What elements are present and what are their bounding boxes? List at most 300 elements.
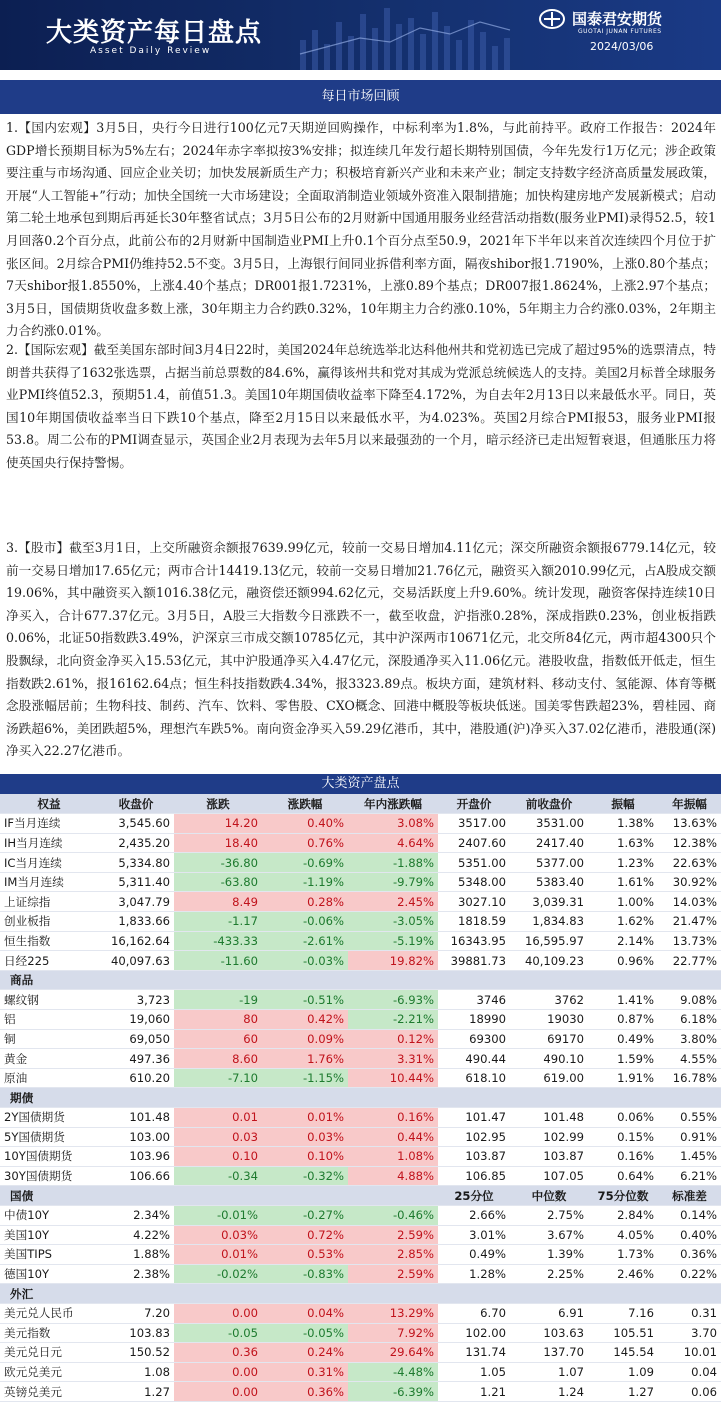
table-cell: 14.20 xyxy=(174,814,262,834)
table-cell: 0.31 xyxy=(658,1303,721,1323)
table-cell: 40,097.63 xyxy=(98,951,174,971)
asset-table xyxy=(0,794,721,1402)
table-cell: 21.47% xyxy=(658,912,721,932)
table-cell: 0.03 xyxy=(174,1127,262,1147)
asset-name: 德国10Y xyxy=(0,1264,98,1284)
table-cell: 0.42% xyxy=(262,1010,348,1030)
table-cell: 0.03% xyxy=(174,1225,262,1245)
table-cell: 1.59% xyxy=(588,1049,658,1069)
asset-name: 10Y国债期货 xyxy=(0,1147,98,1167)
table-cell: 6.91 xyxy=(510,1303,588,1323)
table-cell: 1.88% xyxy=(98,1245,174,1265)
table-cell: 4.88% xyxy=(348,1166,438,1186)
section-spacer xyxy=(588,970,658,990)
table-cell: 16,595.97 xyxy=(510,931,588,951)
section-spacer xyxy=(348,1186,438,1206)
asset-name: IF当月连续 xyxy=(0,814,98,834)
table-cell: 101.48 xyxy=(510,1108,588,1128)
table-cell: 2.25% xyxy=(510,1264,588,1284)
table-cell: 3,039.31 xyxy=(510,892,588,912)
table-cell: 0.28% xyxy=(262,892,348,912)
section-spacer xyxy=(510,1088,588,1108)
table-cell: 13.63% xyxy=(658,814,721,834)
table-cell: 5383.40 xyxy=(510,872,588,892)
table-cell: 0.72% xyxy=(262,1225,348,1245)
table-cell: 3027.10 xyxy=(438,892,510,912)
table-cell: 1818.59 xyxy=(438,912,510,932)
table-cell: 103.83 xyxy=(98,1323,174,1343)
section-spacer xyxy=(174,1088,262,1108)
table-cell: 1.62% xyxy=(588,912,658,932)
table-cell: -0.06% xyxy=(262,912,348,932)
asset-name: IH当月连续 xyxy=(0,833,98,853)
asset-name: 上证综指 xyxy=(0,892,98,912)
table-cell: 102.99 xyxy=(510,1127,588,1147)
table-cell: 2407.60 xyxy=(438,833,510,853)
table-cell: 30.92% xyxy=(658,872,721,892)
table-cell: -4.48% xyxy=(348,1362,438,1382)
table-cell: 4.22% xyxy=(98,1225,174,1245)
table-cell: 2.85% xyxy=(348,1245,438,1265)
table-cell: 6.21% xyxy=(658,1166,721,1186)
asset-name: 美国10Y xyxy=(0,1225,98,1245)
table-cell: -5.19% xyxy=(348,931,438,951)
section-spacer xyxy=(98,1186,174,1206)
table-cell: 3746 xyxy=(438,990,510,1010)
table-cell: 14.03% xyxy=(658,892,721,912)
table-cell: 19030 xyxy=(510,1010,588,1030)
table-cell: 103.87 xyxy=(510,1147,588,1167)
header-banner xyxy=(0,0,721,70)
table-cell: 1.08% xyxy=(348,1147,438,1167)
table-cell: 490.10 xyxy=(510,1049,588,1069)
table-cell: 0.16% xyxy=(348,1108,438,1128)
table-cell: 6.70 xyxy=(438,1303,510,1323)
table-cell: 0.64% xyxy=(588,1166,658,1186)
table-cell: 150.52 xyxy=(98,1343,174,1363)
table-cell: 5,334.80 xyxy=(98,853,174,873)
table-section-header xyxy=(0,1186,721,1206)
table-cell: 0.06% xyxy=(588,1108,658,1128)
table-cell: 0.96% xyxy=(588,951,658,971)
table-cell: 80 xyxy=(174,1010,262,1030)
section-spacer xyxy=(438,1284,510,1304)
table-cell: 3.80% xyxy=(658,1029,721,1049)
table-cell: 6.18% xyxy=(658,1010,721,1030)
table-cell: 0.49% xyxy=(438,1245,510,1265)
table-cell: 145.54 xyxy=(588,1343,658,1363)
table-cell: -6.39% xyxy=(348,1382,438,1402)
column-header: 涨跌 xyxy=(174,794,262,814)
table-cell: -0.83% xyxy=(262,1264,348,1284)
table-cell: 3,723 xyxy=(98,990,174,1010)
section-spacer xyxy=(174,970,262,990)
table-cell: 0.55% xyxy=(658,1108,721,1128)
table-cell: 0.01% xyxy=(262,1108,348,1128)
table-cell: 4.64% xyxy=(348,833,438,853)
table-cell: 0.00 xyxy=(174,1303,262,1323)
table-cell: 105.51 xyxy=(588,1323,658,1343)
table-row xyxy=(0,1323,721,1343)
table-cell: 101.48 xyxy=(98,1108,174,1128)
table-cell: 3,545.60 xyxy=(98,814,174,834)
brand-name-en: GUOTAI JUNAN FUTURES xyxy=(578,28,662,35)
table-cell: 137.70 xyxy=(510,1343,588,1363)
table-cell: 5348.00 xyxy=(438,872,510,892)
table-cell: -0.32% xyxy=(262,1166,348,1186)
table-cell: 0.03% xyxy=(262,1127,348,1147)
table-cell: 2.45% xyxy=(348,892,438,912)
table-cell: 0.09% xyxy=(262,1029,348,1049)
table-row xyxy=(0,1049,721,1069)
paragraph-international-macro: 2.【国际宏观】截至美国东部时间3月4日22时，美国2024年总统选举北达科他州共和党初选已完成了超过95%的选票清点，特朗普共获得了1632张选票，占据当前总票数的84.6%，赢得该州共和党对其成为党派总统候选人的支持。美国2月标普全球服务业PMI终值52.3，预期51.4，前值51.3。美国10年期国债收益率下降至4.172%，为自去年2月13日以来最低水平。同日，英国10年期国债收益率当日下跌10个基点，降至2月15日以来最低水平，为4.023%。英国2月综合PMI报53，服务业PMI报53.8。周二公布的PMI调查显示，英国企业2月表现为去年5月以来最强劲的一个月，暗示经济已走出短暂衰退，但通胀压力将使英国央行保持警惕。 xyxy=(6,342,716,470)
table-cell: 13.29% xyxy=(348,1303,438,1323)
asset-name: 日经225 xyxy=(0,951,98,971)
section-spacer xyxy=(98,1284,174,1304)
table-cell: 5377.00 xyxy=(510,853,588,873)
asset-name: 原油 xyxy=(0,1068,98,1088)
table-cell: 0.31% xyxy=(262,1362,348,1382)
table-cell: 101.47 xyxy=(438,1108,510,1128)
table-cell: 619.00 xyxy=(510,1068,588,1088)
table-cell: -6.93% xyxy=(348,990,438,1010)
table-cell: 1,834.83 xyxy=(510,912,588,932)
table-cell: 39881.73 xyxy=(438,951,510,971)
section-spacer xyxy=(588,1284,658,1304)
table-row xyxy=(0,990,721,1010)
table-cell: -9.79% xyxy=(348,872,438,892)
table-row xyxy=(0,872,721,892)
table-row xyxy=(0,1010,721,1030)
table-cell: 7.92% xyxy=(348,1323,438,1343)
table-cell: 3.31% xyxy=(348,1049,438,1069)
table-cell: 22.77% xyxy=(658,951,721,971)
table-cell: 610.20 xyxy=(98,1068,174,1088)
table-header-row xyxy=(0,794,721,814)
table-cell: 1.05 xyxy=(438,1362,510,1382)
table-cell: -0.69% xyxy=(262,853,348,873)
asset-name: 黄金 xyxy=(0,1049,98,1069)
column-header: 年内涨跌幅 xyxy=(348,794,438,814)
table-cell: -11.60 xyxy=(174,951,262,971)
page-subtitle: Asset Daily Review xyxy=(90,46,212,56)
table-cell: -0.51% xyxy=(262,990,348,1010)
table-row xyxy=(0,1166,721,1186)
table-cell: 106.66 xyxy=(98,1166,174,1186)
table-cell: 16343.95 xyxy=(438,931,510,951)
asset-name: 创业板指 xyxy=(0,912,98,932)
column-header: 25分位 xyxy=(438,1186,510,1206)
table-cell: 1.00% xyxy=(588,892,658,912)
asset-name: 美元兑人民币 xyxy=(0,1303,98,1323)
table-cell: 1.73% xyxy=(588,1245,658,1265)
asset-name: IC当月连续 xyxy=(0,853,98,873)
table-cell: 0.10 xyxy=(174,1147,262,1167)
section-spacer xyxy=(98,1088,174,1108)
section-label: 国债 xyxy=(0,1186,98,1206)
table-cell: -0.05% xyxy=(262,1323,348,1343)
table-cell: 1.38% xyxy=(588,814,658,834)
asset-name: 美元兑日元 xyxy=(0,1343,98,1363)
table-cell: 131.74 xyxy=(438,1343,510,1363)
table-row xyxy=(0,931,721,951)
table-cell: 1.61% xyxy=(588,872,658,892)
table-cell: 0.36% xyxy=(262,1382,348,1402)
table-cell: 0.15% xyxy=(588,1127,658,1147)
table-cell: -0.27% xyxy=(262,1205,348,1225)
table-cell: 29.64% xyxy=(348,1343,438,1363)
table-cell: 3517.00 xyxy=(438,814,510,834)
column-header: 前收盘价 xyxy=(510,794,588,814)
table-cell: 60 xyxy=(174,1029,262,1049)
table-cell: 69170 xyxy=(510,1029,588,1049)
table-row xyxy=(0,853,721,873)
section-spacer xyxy=(174,1186,262,1206)
table-cell: 0.44% xyxy=(348,1127,438,1147)
table-cell: -0.01% xyxy=(174,1205,262,1225)
table-cell: 4.55% xyxy=(658,1049,721,1069)
table-cell: -7.10 xyxy=(174,1068,262,1088)
section-spacer xyxy=(262,970,348,990)
asset-name: 美元指数 xyxy=(0,1323,98,1343)
table-cell: 1.45% xyxy=(658,1147,721,1167)
table-cell: 0.91% xyxy=(658,1127,721,1147)
asset-name: 30Y国债期货 xyxy=(0,1166,98,1186)
table-cell: 0.16% xyxy=(588,1147,658,1167)
asset-name: 螺纹钢 xyxy=(0,990,98,1010)
table-cell: 3,047.79 xyxy=(98,892,174,912)
paragraph-domestic-macro: 1.【国内宏观】3月5日，央行今日进行100亿元7天期逆回购操作，中标利率为1.8%，与此前持平。政府工作报告：2024年GDP增长预期目标为5%左右；2024年赤字率拟按3%安排；拟连续几年发行超长期特别国债，今年先发行1万亿元；涉企政策要注重与市场沟通、回应企业关切；加快发展新质生产力；积极培育新兴产业和未来产业；制定支持数字经济高质量发展政策，开展“人工智能+”行动；加快全国统一大市场建设；全面取消制造业领域外资准入限制措施；加快构建房地产发展新模式；启动第二轮土地承包到期后再延长30年整省试点；3月5日公布的2月财新中国通用服务业经营活动指数(服务业PMI)录得52.5，较1月回落0.2个百分点，此前公布的2月财新中国制造业PMI上升0.1个百分点至50.9，2021年下半年以来首次连续四个月位于扩张区间。2月综合PMI仍维持52.5不变。3月5日，上海银行间同业拆借利率方面，隔夜shibor报1.7190%，上涨0.80个基点；7天shibor报1.8550%，上涨4.40个基点；DR001报1.7231%，上涨0.89个基点；DR007报1.8624%，上涨2.97个基点；3月5日，国债期货收盘多数上涨，30年期主力合约跌0.32%，10年期主力合约涨0.10%，5年期主力合约涨0.03%，2年期主力合约涨0.01%。 xyxy=(6,120,716,339)
section-spacer xyxy=(438,970,510,990)
table-cell: 0.87% xyxy=(588,1010,658,1030)
table-row xyxy=(0,892,721,912)
table-cell: 1.21 xyxy=(438,1382,510,1402)
table-cell: -0.03% xyxy=(262,951,348,971)
table-cell: 40,109.23 xyxy=(510,951,588,971)
table-cell: 0.14% xyxy=(658,1205,721,1225)
table-cell: -2.61% xyxy=(262,931,348,951)
table-row xyxy=(0,1029,721,1049)
section-spacer xyxy=(348,1088,438,1108)
table-row xyxy=(0,814,721,834)
table-cell: 9.08% xyxy=(658,990,721,1010)
table-row xyxy=(0,1108,721,1128)
table-row xyxy=(0,1245,721,1265)
table-cell: 0.49% xyxy=(588,1029,658,1049)
section-spacer xyxy=(262,1088,348,1108)
table-cell: 0.53% xyxy=(262,1245,348,1265)
table-cell: 5351.00 xyxy=(438,853,510,873)
table-cell: 4.05% xyxy=(588,1225,658,1245)
section-spacer xyxy=(510,970,588,990)
asset-name: IM当月连续 xyxy=(0,872,98,892)
table-cell: 2.34% xyxy=(98,1205,174,1225)
table-cell: 19.82% xyxy=(348,951,438,971)
table-cell: 0.40% xyxy=(262,814,348,834)
table-cell: 2.84% xyxy=(588,1205,658,1225)
table-cell: 10.01 xyxy=(658,1343,721,1363)
table-cell: 1.28% xyxy=(438,1264,510,1284)
table-cell: 3.08% xyxy=(348,814,438,834)
asset-name: 2Y国债期货 xyxy=(0,1108,98,1128)
table-cell: 2.14% xyxy=(588,931,658,951)
table-cell: 3762 xyxy=(510,990,588,1010)
column-header: 中位数 xyxy=(510,1186,588,1206)
table-cell: 22.63% xyxy=(658,853,721,873)
section-spacer xyxy=(348,1284,438,1304)
paragraph-stock-market: 3.【股市】截至3月1日，上交所融资余额报7639.99亿元，较前一交易日增加4.11亿元；深交所融资余额报6779.14亿元，较前一交易日增加17.65亿元；两市合计14419.13亿元，较前一交易日增加21.76亿元，融资买入额2010.99亿元，占A股成交额19.06%，其中融资买入额1016.38亿元，融资偿还额994.62亿元，交易活跃度上升9.60%。统计发现，融资客保持连续10日净买入，合计677.37亿元。3月5日，A股三大指数今日涨跌不一，截至收盘，沪指涨0.28%，深成指跌0.23%，创业板指跌0.06%，北证50指数跌3.49%，沪深京三市成交额10785亿元，其中沪深两市10671亿元，北交所84亿元，两市超4300只个股飘绿，北向资金净买入15.53亿元，其中沪股通净买入4.47亿元，深股通净买入11.06亿元。港股收盘，指数低开低走，恒生指数跌2.61%，报16162.64点；恒生科技指数跌4.34%，报3323.89点。板块方面，建筑材料、移动支付、氢能源、体育等概念股涨幅居前；生物科技、制药、汽车、饮料、零售股、CXO概念、回港中概股等板块低迷。国美零售跌超23%，碧桂园、商汤跌超6%，美团跌超5%，理想汽车跌5%。南向资金净买入59.29亿港币，其中，港股通(沪)净买入37.02亿港币，港股通(深)净买入22.27亿港币。 xyxy=(6,540,716,759)
section-spacer xyxy=(174,1284,262,1304)
table-cell: 0.36 xyxy=(174,1343,262,1363)
table-cell: -1.88% xyxy=(348,853,438,873)
table-cell: 0.06 xyxy=(658,1382,721,1402)
asset-name: 英镑兑美元 xyxy=(0,1382,98,1402)
section-spacer xyxy=(98,970,174,990)
brand-name: 国泰君安期货 xyxy=(572,10,663,28)
table-cell: 0.12% xyxy=(348,1029,438,1049)
table-cell: 2.75% xyxy=(510,1205,588,1225)
table-cell: 1.27 xyxy=(588,1382,658,1402)
column-header: 开盘价 xyxy=(438,794,510,814)
table-cell: 7.20 xyxy=(98,1303,174,1323)
table-cell: 0.04% xyxy=(262,1303,348,1323)
table-cell: 69,050 xyxy=(98,1029,174,1049)
table-cell: 103.63 xyxy=(510,1323,588,1343)
column-header: 75分位数 xyxy=(588,1186,658,1206)
table-row xyxy=(0,951,721,971)
table-cell: 2.59% xyxy=(348,1264,438,1284)
table-cell: 18.40 xyxy=(174,833,262,853)
table-row xyxy=(0,1264,721,1284)
asset-name: 5Y国债期货 xyxy=(0,1127,98,1147)
table-cell: 0.10% xyxy=(262,1147,348,1167)
section-label: 外汇 xyxy=(0,1284,98,1304)
table-cell: 0.01% xyxy=(174,1245,262,1265)
table-cell: 1.91% xyxy=(588,1068,658,1088)
table-cell: 2.46% xyxy=(588,1264,658,1284)
table-row xyxy=(0,1225,721,1245)
table-section-header xyxy=(0,970,721,990)
table-cell: 497.36 xyxy=(98,1049,174,1069)
section-spacer xyxy=(262,1186,348,1206)
table-cell: 107.05 xyxy=(510,1166,588,1186)
section-spacer xyxy=(658,970,721,990)
table-cell: 1.41% xyxy=(588,990,658,1010)
table-row xyxy=(0,1068,721,1088)
table-cell: 69300 xyxy=(438,1029,510,1049)
table-cell: -3.05% xyxy=(348,912,438,932)
table-row xyxy=(0,1303,721,1323)
table-cell: -1.17 xyxy=(174,912,262,932)
table-row xyxy=(0,1127,721,1147)
table-cell: 12.38% xyxy=(658,833,721,853)
table-cell: 0.01 xyxy=(174,1108,262,1128)
table-cell: 1.24 xyxy=(510,1382,588,1402)
table-cell: -36.80 xyxy=(174,853,262,873)
table-cell: -433.33 xyxy=(174,931,262,951)
section-spacer xyxy=(348,970,438,990)
table-cell: 1.76% xyxy=(262,1049,348,1069)
table-cell: 1.23% xyxy=(588,853,658,873)
table-cell: 1,833.66 xyxy=(98,912,174,932)
table-cell: 18990 xyxy=(438,1010,510,1030)
table-row xyxy=(0,833,721,853)
table-cell: -0.05 xyxy=(174,1323,262,1343)
section-spacer xyxy=(510,1284,588,1304)
table-cell: 618.10 xyxy=(438,1068,510,1088)
table-cell: 2417.40 xyxy=(510,833,588,853)
table-cell: 2.66% xyxy=(438,1205,510,1225)
table-title: 大类资产盘点 xyxy=(0,774,721,794)
table-cell: 7.16 xyxy=(588,1303,658,1323)
asset-summary-table xyxy=(0,774,721,1402)
column-header: 收盘价 xyxy=(98,794,174,814)
page-title: 大类资产每日盘点 xyxy=(46,18,263,48)
asset-name: 铜 xyxy=(0,1029,98,1049)
table-row xyxy=(0,912,721,932)
table-cell: 3.01% xyxy=(438,1225,510,1245)
table-cell: 10.44% xyxy=(348,1068,438,1088)
table-cell: 0.36% xyxy=(658,1245,721,1265)
section-spacer xyxy=(262,1284,348,1304)
column-header: 权益 xyxy=(0,794,98,814)
table-section-header xyxy=(0,1088,721,1108)
table-cell: 1.63% xyxy=(588,833,658,853)
asset-name: 铝 xyxy=(0,1010,98,1030)
table-cell: 1.08 xyxy=(98,1362,174,1382)
company-logo-icon xyxy=(538,8,566,30)
report-date: 2024/03/06 xyxy=(590,40,654,53)
table-row xyxy=(0,1382,721,1402)
section-label: 商品 xyxy=(0,970,98,990)
table-cell: -1.15% xyxy=(262,1068,348,1088)
table-row xyxy=(0,1205,721,1225)
asset-name: 恒生指数 xyxy=(0,931,98,951)
table-cell: 0.00 xyxy=(174,1382,262,1402)
table-cell: 3.70 xyxy=(658,1323,721,1343)
table-section-header xyxy=(0,1284,721,1304)
table-cell: 103.00 xyxy=(98,1127,174,1147)
asset-name: 中债10Y xyxy=(0,1205,98,1225)
table-cell: 103.87 xyxy=(438,1147,510,1167)
table-cell: 5,311.40 xyxy=(98,872,174,892)
table-cell: 103.96 xyxy=(98,1147,174,1167)
table-cell: -0.46% xyxy=(348,1205,438,1225)
table-cell: 2,435.20 xyxy=(98,833,174,853)
column-header: 振幅 xyxy=(588,794,658,814)
table-cell: -1.19% xyxy=(262,872,348,892)
table-cell: 102.95 xyxy=(438,1127,510,1147)
column-header: 涨跌幅 xyxy=(262,794,348,814)
section-title-review: 每日市场回顾 xyxy=(0,80,721,114)
section-spacer xyxy=(658,1284,721,1304)
table-cell: 0.24% xyxy=(262,1343,348,1363)
table-row xyxy=(0,1362,721,1382)
table-cell: 102.00 xyxy=(438,1323,510,1343)
table-cell: 1.07 xyxy=(510,1362,588,1382)
asset-name: 美国TIPS xyxy=(0,1245,98,1265)
table-cell: -0.34 xyxy=(174,1166,262,1186)
table-cell: -19 xyxy=(174,990,262,1010)
section-spacer xyxy=(588,1088,658,1108)
table-cell: 0.22% xyxy=(658,1264,721,1284)
table-cell: 2.59% xyxy=(348,1225,438,1245)
table-cell: -63.80 xyxy=(174,872,262,892)
table-cell: 0.00 xyxy=(174,1362,262,1382)
table-row xyxy=(0,1147,721,1167)
table-cell: 2.38% xyxy=(98,1264,174,1284)
table-cell: 0.76% xyxy=(262,833,348,853)
